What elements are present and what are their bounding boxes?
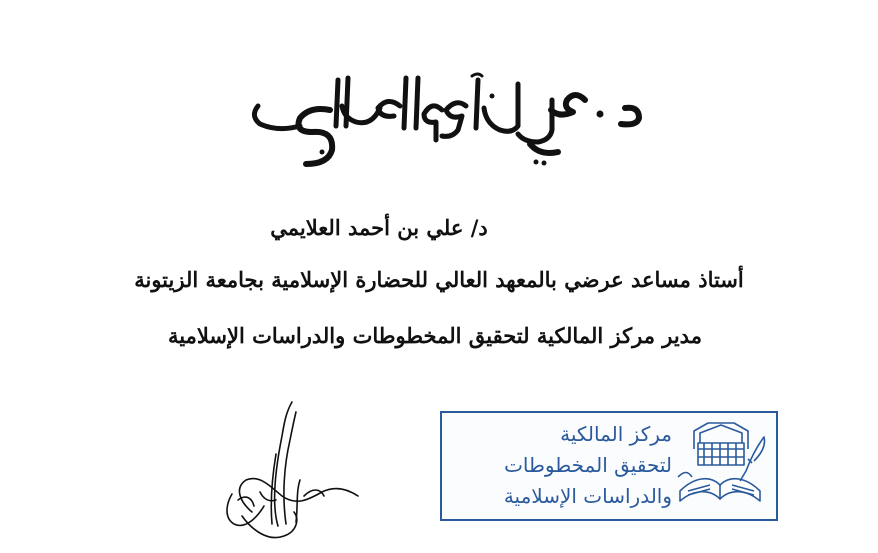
director-line: مدير مركز المالكية لتحقيق المخطوطات والدراسات الإسلامية bbox=[168, 323, 702, 348]
logo-line-2: لتحقيق المخطوطات bbox=[504, 453, 672, 477]
calligraphic-name-logo bbox=[230, 70, 650, 170]
calligraphy-drawing bbox=[230, 70, 650, 170]
logo-text bbox=[454, 419, 672, 512]
book-quill-emblem-icon bbox=[674, 419, 768, 515]
role-line: أستاذ مساعد عرضي بالمعهد العالي للحضارة الإسلامية بجامعة الزيتونة bbox=[134, 267, 744, 292]
name-line: د/ علي بن أحمد العلايمي bbox=[270, 215, 488, 240]
logo-line-1: مركز المالكية bbox=[560, 422, 672, 446]
signature-drawing bbox=[212, 396, 364, 548]
handwritten-signature bbox=[212, 396, 364, 548]
logo-line-3: والدراسات الإسلامية bbox=[503, 484, 672, 508]
center-logo bbox=[440, 411, 778, 521]
